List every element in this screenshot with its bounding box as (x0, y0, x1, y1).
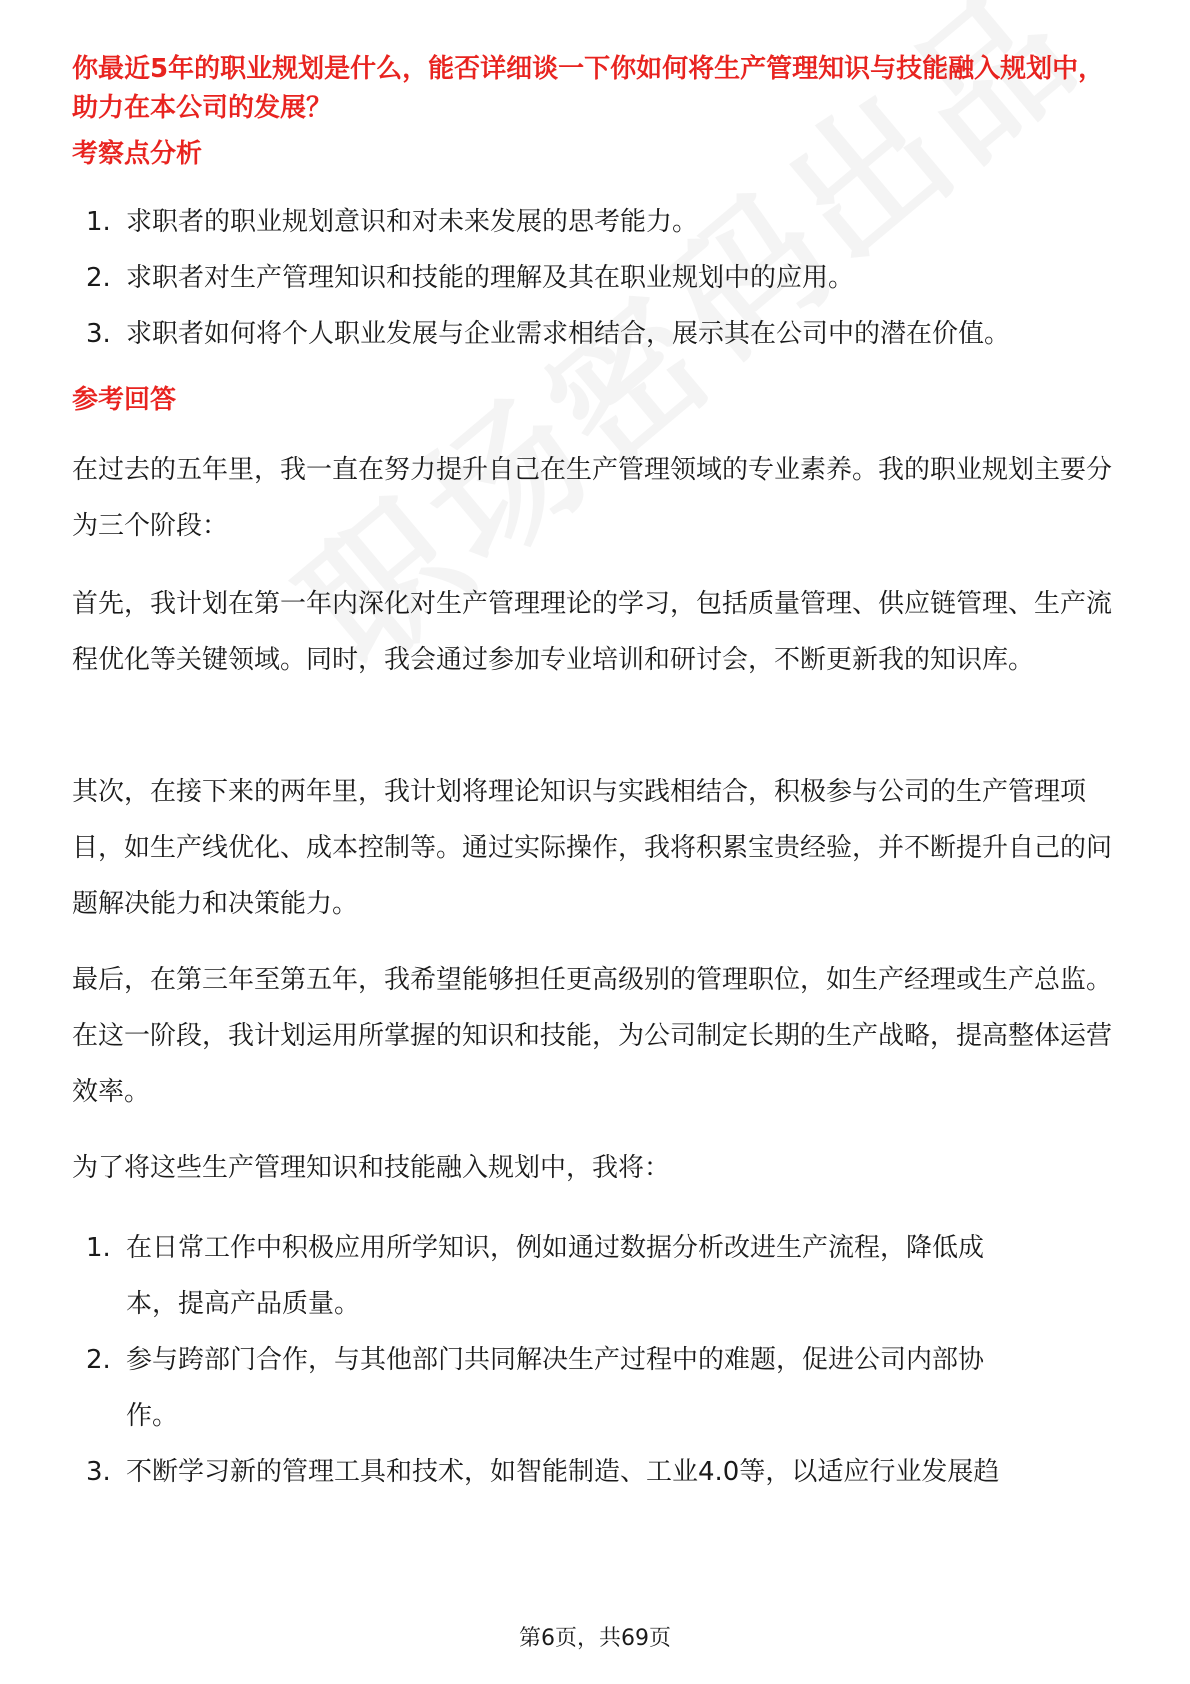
list-item (72, 250, 1112, 306)
list-item-number: 2. (86, 1345, 111, 1375)
list-item-text: 参与跨部门合作，与其他部门共同解决生产过程中的难题，促进公司内部协作。 (126, 1345, 985, 1431)
list-item-number: 2. (86, 263, 111, 293)
list-item (72, 306, 1112, 362)
list-item-text: 求职者对生产管理知识和技能的理解及其在职业规划中的应用。 (126, 263, 855, 293)
list-item-number: 1. (86, 1233, 111, 1263)
page-footer: 第6页，共69页 (519, 1626, 671, 1651)
list-item-number: 3. (86, 1457, 111, 1487)
answer-paragraph: 其次，在接下来的两年里，我计划将理论知识与实践相结合，积极参与公司的生产管理项目，如生产线优化、成本控制等。通过实际操作，我将积累宝贵经验，并不断提升自己的问题解决能力和决策能力。 (72, 777, 1113, 919)
list-item-text: 求职者的职业规划意识和对未来发展的思考能力。 (126, 207, 699, 237)
list-item-text: 在日常工作中积极应用所学知识，例如通过数据分析改进生产流程，降低成本，提高产品质量。 (126, 1233, 985, 1319)
answer-paragraph: 最后，在第三年至第五年，我希望能够担任更高级别的管理职位，如生产经理或生产总监。在这一阶段，我计划运用所掌握的知识和技能，为公司制定长期的生产战略，提高整体运营效率。 (72, 965, 1113, 1107)
list-item (72, 1332, 1032, 1444)
list-item (72, 1220, 1032, 1332)
question-title: 你最近5年的职业规划是什么，能否详细谈一下你如何将生产管理知识与技能融入规划中，助力在本公司的发展？ (72, 54, 1105, 123)
answer-paragraph: 在过去的五年里，我一直在努力提升自己在生产管理领域的专业素养。我的职业规划主要分为三个阶段： (72, 455, 1113, 541)
analysis-list (72, 194, 1112, 362)
analysis-heading: 考察点分析 (72, 139, 203, 169)
list-item (72, 1444, 1032, 1500)
list-item-text: 求职者如何将个人职业发展与企业需求相结合，展示其在公司中的潜在价值。 (126, 319, 1011, 349)
list-item (72, 194, 1112, 250)
list-item-number: 1. (86, 207, 111, 237)
answer-heading: 参考回答 (72, 385, 177, 415)
answer-paragraph: 为了将这些生产管理知识和技能融入规划中，我将： (72, 1153, 671, 1183)
list-item-text: 不断学习新的管理工具和技术，如智能制造、工业4.0等，以适应行业发展趋 (126, 1457, 1000, 1487)
answer-paragraph: 首先，我计划在第一年内深化对生产管理理论的学习，包括质量管理、供应链管理、生产流程优化等关键领域。同时，我会通过参加专业培训和研讨会，不断更新我的知识库。 (72, 589, 1113, 675)
answer-list (72, 1220, 1032, 1500)
list-item-number: 3. (86, 319, 111, 349)
